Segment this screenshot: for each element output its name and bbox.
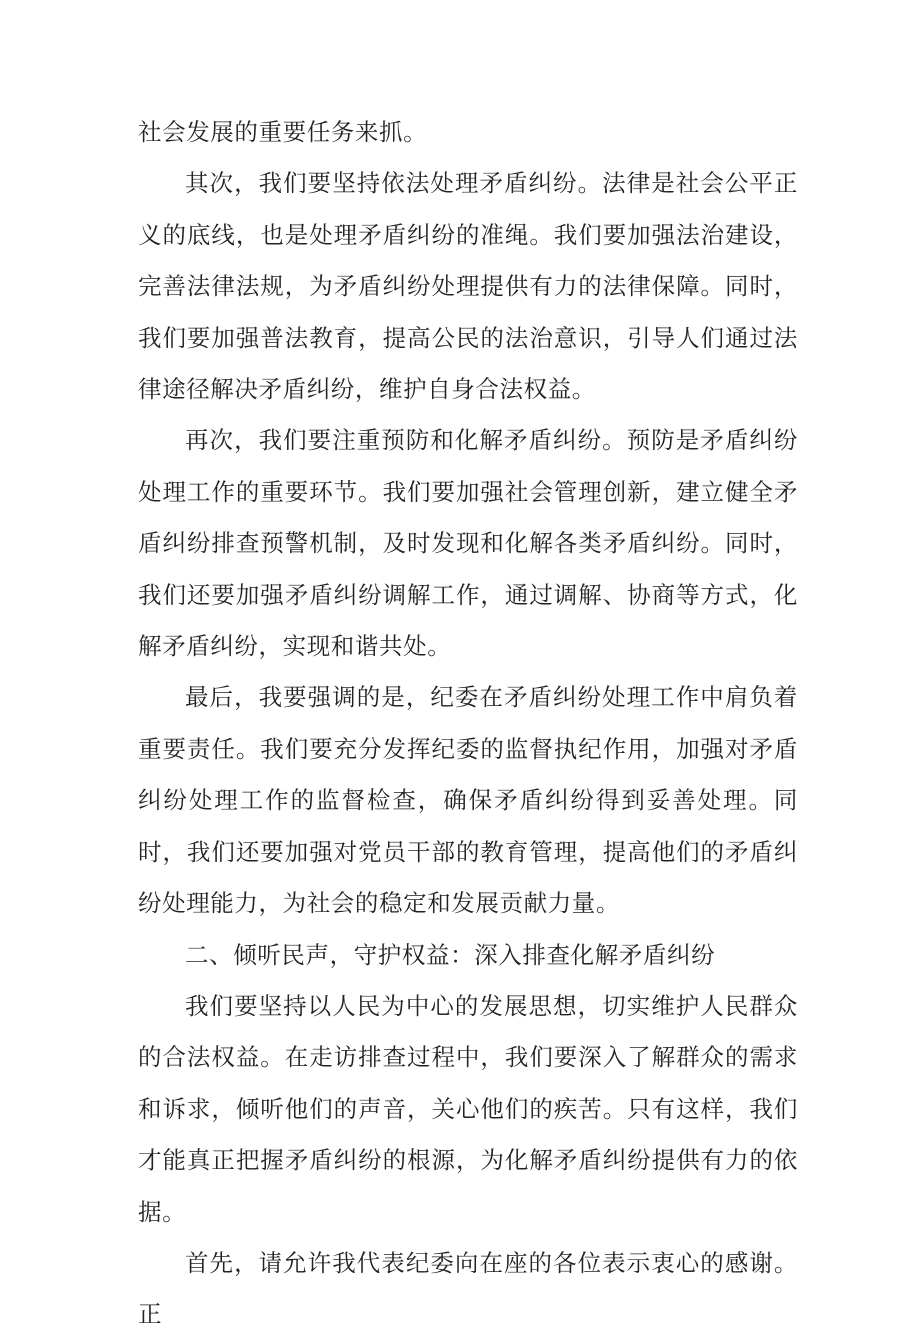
paragraph-continuation: 社会发展的重要任务来抓。 [138,118,428,146]
paragraph-thanks: 首先，请允许我代表纪委向在座的各位表示衷心的感谢。正 [138,1248,798,1329]
document-body [138,107,798,1341]
paragraph-supervision: 最后，我要强调的是，纪委在矛盾纠纷处理工作中肩负着重要责任。我们要充分发挥纪委的监督执纪作用，加强对矛盾纠纷处理工作的监督检查，确保矛盾纠纷得到妥善处理。同时，我们还要加强对党员干部的教育管理，提高他们的矛盾纠纷处理能力，为社会的稳定和发展贡献力量。 [138,683,798,918]
paragraph-rule-of-law: 其次，我们要坚持依法处理矛盾纠纷。法律是社会公平正义的底线，也是处理矛盾纠纷的准绳。我们要加强法治建设，完善法律法规，为矛盾纠纷处理提供有力的法律保障。同时，我们要加强普法教育，提高公民的法治意识，引导人们通过法律途径解决矛盾纠纷，维护自身合法权益。 [138,169,798,404]
paragraph-prevention: 再次，我们要注重预防和化解矛盾纠纷。预防是矛盾纠纷处理工作的重要环节。我们要加强社会管理创新，建立健全矛盾纠纷排查预警机制，及时发现和化解各类矛盾纠纷。同时，我们还要加强矛盾纠纷调解工作，通过调解、协商等方式，化解矛盾纠纷，实现和谐共处。 [138,426,798,661]
section-heading: 二、倾听民声，守护权益：深入排查化解矛盾纠纷 [185,940,716,969]
paragraph-people-centered: 我们要坚持以人民为中心的发展思想，切实维护人民群众的合法权益。在走访排查过程中，我们要深入了解群众的需求和诉求，倾听他们的声音，关心他们的疾苦。只有这样，我们才能真正把握矛盾纠纷的根源，为化解矛盾纠纷提供有力的依据。 [138,991,798,1226]
